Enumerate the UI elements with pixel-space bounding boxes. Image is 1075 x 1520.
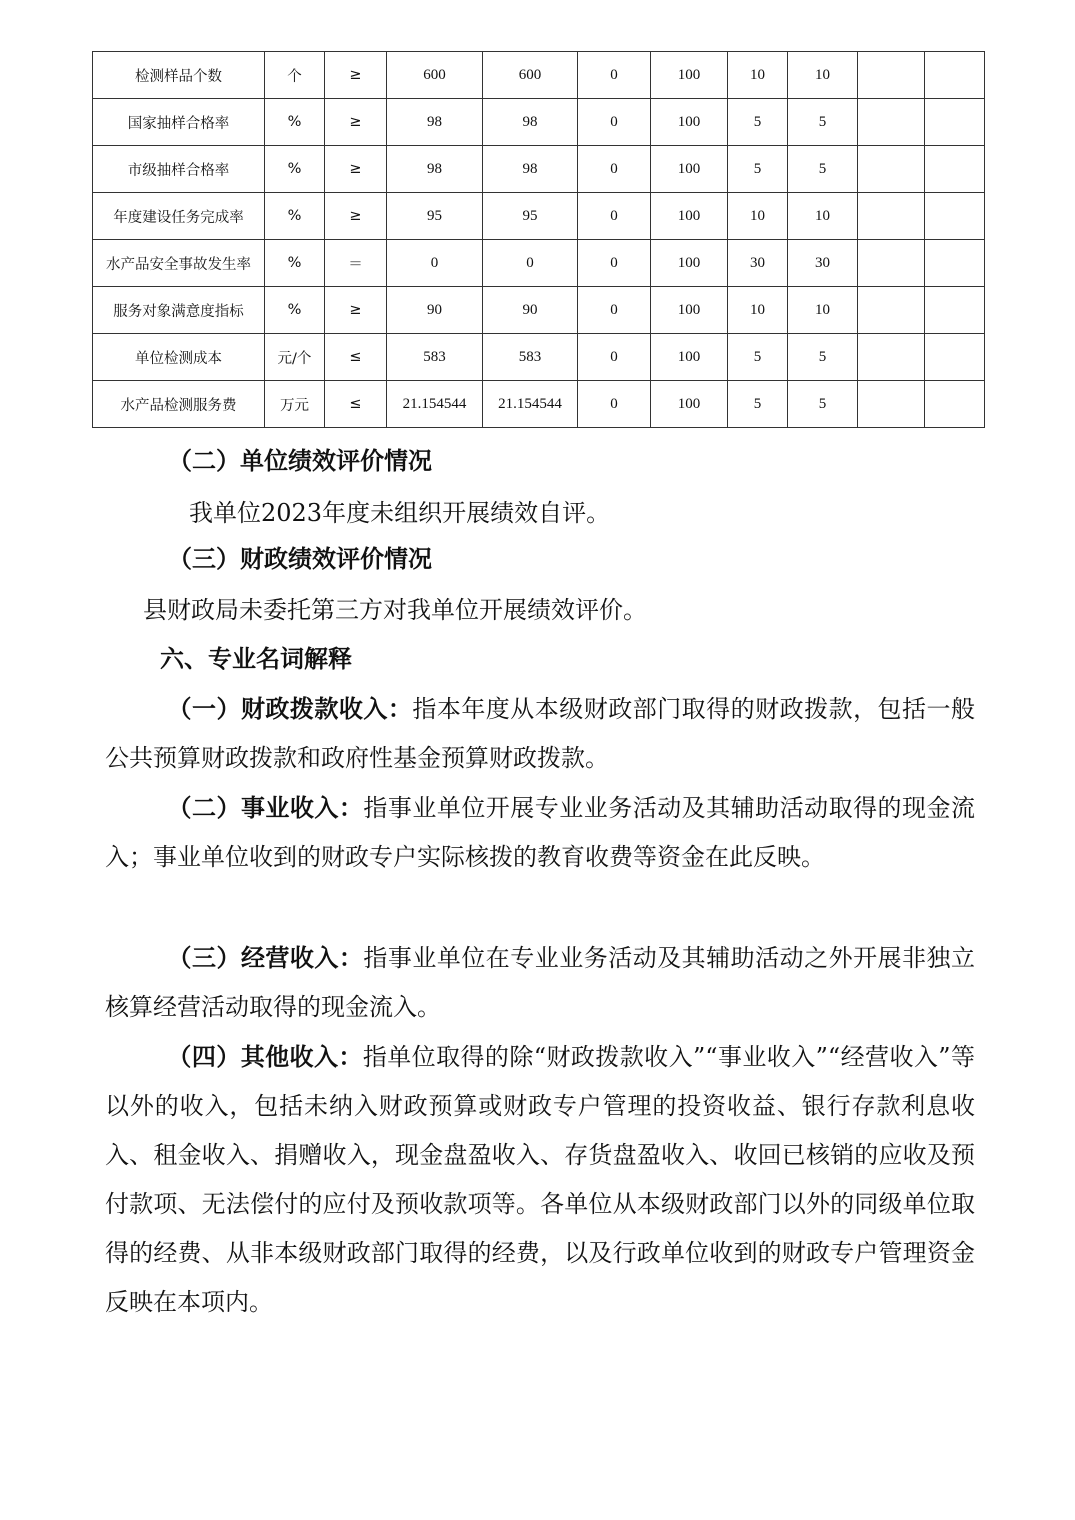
table-cell: 600 <box>387 52 483 99</box>
table-cell: 5 <box>788 99 858 146</box>
table-cell: 90 <box>387 287 483 334</box>
performance-indicator-table <box>92 51 985 428</box>
table-cell <box>925 240 985 287</box>
table-cell <box>858 52 925 99</box>
table-cell: 583 <box>387 334 483 381</box>
table-cell: 98 <box>483 146 578 193</box>
table-row <box>93 334 985 381</box>
table-cell: % <box>265 287 325 334</box>
table-cell: 98 <box>387 146 483 193</box>
table-cell: 年度建设任务完成率 <box>93 193 265 240</box>
table-row <box>93 52 985 99</box>
table-cell: 万元 <box>265 381 325 428</box>
table-cell <box>925 287 985 334</box>
table-cell: 90 <box>483 287 578 334</box>
glossary-term-fiscal-allocation <box>105 685 975 783</box>
table-cell: 98 <box>387 99 483 146</box>
table-row <box>93 99 985 146</box>
table-cell: 10 <box>788 193 858 240</box>
table-cell: 0 <box>387 240 483 287</box>
table-cell: 5 <box>788 381 858 428</box>
glossary-term-other-income <box>105 1033 975 1327</box>
table-cell: 583 <box>483 334 578 381</box>
table-cell: 10 <box>788 52 858 99</box>
term-label: （一）财政拨款收入： <box>167 695 413 723</box>
table-cell <box>925 52 985 99</box>
table-cell: 100 <box>651 99 728 146</box>
table-cell: 0 <box>483 240 578 287</box>
table-cell: 市级抽样合格率 <box>93 146 265 193</box>
table-cell: ≤ <box>325 381 387 428</box>
table-cell: 10 <box>728 193 788 240</box>
table-cell <box>925 99 985 146</box>
table-cell: 100 <box>651 287 728 334</box>
table-cell: 95 <box>387 193 483 240</box>
term-definition: 指单位取得的除“财政拨款收入”“事业收入”“经营收入”等以外的收入，包括未纳入财政预算或财政专户管理的投资收益、银行存款利息收入、租金收入、捐赠收入，现金盘盈收入、存货盘盈收入、收回已核销的应收及预付款项、无法偿付的应付及预收款项等。各单位从本级财政部门以外的同级单位取得的经费、从非本级财政部门取得的经费，以及行政单位收到的财政专户管理资金反映在本项内。 <box>105 1043 975 1316</box>
table-cell: 5 <box>728 99 788 146</box>
table-cell: 21.154544 <box>483 381 578 428</box>
table-cell <box>858 146 925 193</box>
table-cell <box>925 381 985 428</box>
table-cell: 检测样品个数 <box>93 52 265 99</box>
table-row <box>93 146 985 193</box>
table-cell <box>858 193 925 240</box>
term-definition: 指事业单位在专业业务活动及其辅助活动之外开展非独立核算经营活动取得的现金流入。 <box>105 944 976 1021</box>
table-cell: ≥ <box>325 146 387 193</box>
table-cell: 服务对象满意度指标 <box>93 287 265 334</box>
table-cell <box>858 99 925 146</box>
table-row <box>93 240 985 287</box>
section-heading-finance-evaluation: （三）财政绩效评价情况 <box>168 545 432 573</box>
table-cell: 0 <box>578 334 651 381</box>
table-cell <box>925 146 985 193</box>
table-cell: 元/个 <box>265 334 325 381</box>
table-cell: 100 <box>651 52 728 99</box>
table-cell: 100 <box>651 240 728 287</box>
table-cell: 国家抽样合格率 <box>93 99 265 146</box>
table-cell: 10 <box>728 287 788 334</box>
unit-evaluation-text: 我单位2023年度未组织开展绩效自评。 <box>189 499 611 527</box>
table-cell: % <box>265 146 325 193</box>
table-cell: 0 <box>578 99 651 146</box>
table-cell: 0 <box>578 52 651 99</box>
table-cell: % <box>265 99 325 146</box>
table-cell: 100 <box>651 193 728 240</box>
table-cell: 水产品安全事故发生率 <box>93 240 265 287</box>
table-cell: ≥ <box>325 52 387 99</box>
table-cell: ≤ <box>325 334 387 381</box>
table-row <box>93 193 985 240</box>
section-heading-glossary: 六、专业名词解释 <box>160 645 352 673</box>
table-cell: 0 <box>578 240 651 287</box>
term-label: （二）事业收入： <box>167 794 364 822</box>
term-definition: 指事业单位开展专业业务活动及其辅助活动取得的现金流入；事业单位收到的财政专户实际核拨的教育收费等资金在此反映。 <box>105 794 976 871</box>
table-row <box>93 381 985 428</box>
table-cell: 21.154544 <box>387 381 483 428</box>
table-cell <box>925 193 985 240</box>
table-cell: 0 <box>578 146 651 193</box>
table-cell: ≥ <box>325 99 387 146</box>
table-cell: 5 <box>728 146 788 193</box>
table-cell: 95 <box>483 193 578 240</box>
glossary-term-operating-income <box>105 934 975 1032</box>
glossary-term-business-income <box>105 784 975 882</box>
table-cell <box>925 334 985 381</box>
table-cell: % <box>265 193 325 240</box>
table-cell <box>858 287 925 334</box>
table-cell: 个 <box>265 52 325 99</box>
table-cell <box>858 334 925 381</box>
table-cell: 0 <box>578 381 651 428</box>
term-definition: 指本年度从本级财政部门取得的财政拨款，包括一般公共预算财政拨款和政府性基金预算财政拨款。 <box>105 695 976 772</box>
table-cell: ≥ <box>325 193 387 240</box>
section-heading-unit-evaluation: （二）单位绩效评价情况 <box>168 447 432 475</box>
table-cell: 100 <box>651 334 728 381</box>
table-cell: ≥ <box>325 287 387 334</box>
table-cell: 600 <box>483 52 578 99</box>
table-cell: 0 <box>578 287 651 334</box>
term-label: （三）经营收入： <box>167 944 364 972</box>
table-cell: 30 <box>788 240 858 287</box>
table-cell <box>858 240 925 287</box>
table-cell: 100 <box>651 146 728 193</box>
table-cell: 10 <box>728 52 788 99</box>
table-cell: 100 <box>651 381 728 428</box>
finance-evaluation-text: 县财政局未委托第三方对我单位开展绩效评价。 <box>143 596 647 624</box>
table-cell: 98 <box>483 99 578 146</box>
table-cell: 30 <box>728 240 788 287</box>
table-cell: 10 <box>788 287 858 334</box>
table-row <box>93 287 985 334</box>
table-cell: 5 <box>788 146 858 193</box>
table-cell: 5 <box>728 334 788 381</box>
table-cell: % <box>265 240 325 287</box>
table-cell: 水产品检测服务费 <box>93 381 265 428</box>
table-cell: ＝ <box>325 240 387 287</box>
table-cell: 5 <box>728 381 788 428</box>
table-cell: 0 <box>578 193 651 240</box>
table-cell: 单位检测成本 <box>93 334 265 381</box>
term-label: （四）其他收入： <box>167 1043 363 1071</box>
table-cell <box>858 381 925 428</box>
table-cell: 5 <box>788 334 858 381</box>
